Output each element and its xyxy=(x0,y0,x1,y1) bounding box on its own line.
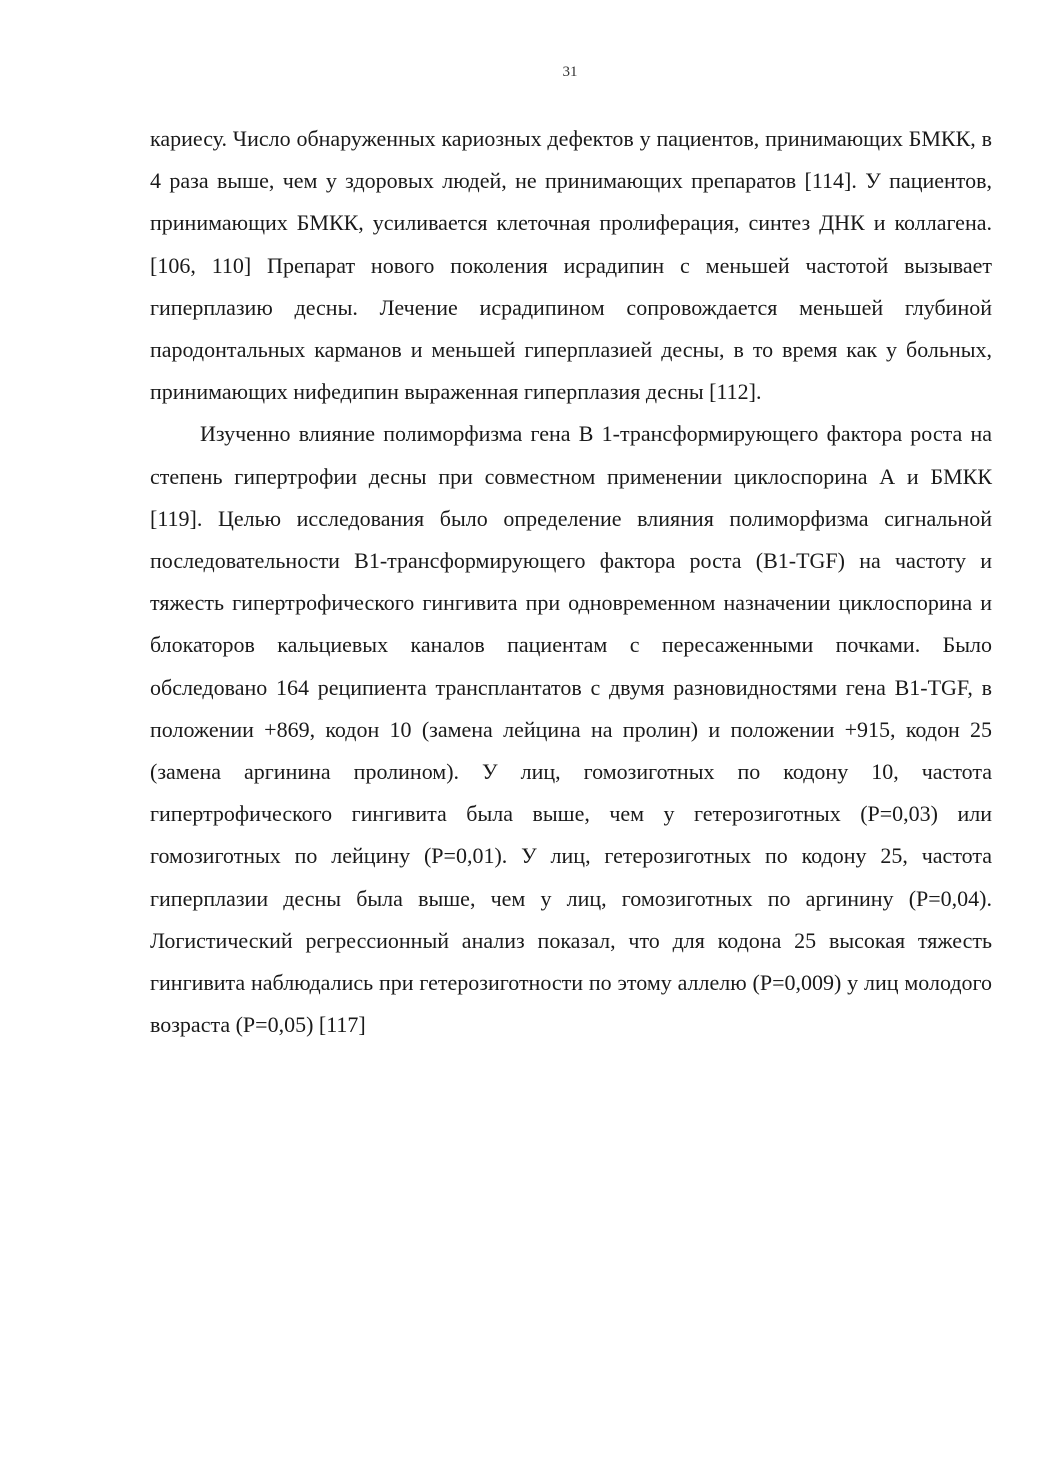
paragraph-2: Изученно влияние полиморфизма гена В 1-трансформирующего фактора роста на степень гипертрофии десны при совместном применении циклоспорина А и БМКК [119]. Целью исследования было определение влияния полиморфизма сигнальной последовательности В1-трансформирующего фактора роста (В1-TGF) на частоту и тяжесть гипертрофического гингивита при одновременном назначении циклоспорина и блокаторов кальциевых каналов пациентам с пересаженными почками. Было обследовано 164 реципиента трансплантатов с двумя разновидностями гена В1-TGF, в положении +869, кодон 10 (замена лейцина на пролин) и положении +915, кодон 25 (замена аргинина пролином). У лиц, гомозиготных по кодону 10, частота гипертрофического гингивита была выше, чем у гетерозиготных (Р=0,03) или гомозиготных по лейцину (Р=0,01). У лиц, гетерозиготных по кодону 25, частота гиперплазии десны была выше, чем у лиц, гомозиготных по аргинину (Р=0,04). Логистический регрессионный анализ показал, что для кодона 25 высокая тяжесть гингивита наблюдались при гетерозиготности по этому аллелю (Р=0,009) у лиц молодого возраста (Р=0,05) [117] xyxy=(150,421,992,1038)
paragraph-1: кариесу. Число обнаруженных кариозных дефектов у пациентов, принимающих БМКК, в 4 раза выше, чем у здоровых людей, не принимающих препаратов [114]. У пациентов, принимающих БМКК, усиливается клеточная пролиферация, синтез ДНК и коллагена. [106, 110] Препарат нового поколения исрадипин с меньшей частотой вызывает гиперплазию десны. Лечение исрадипином сопровождается меньшей глубиной пародонтальных карманов и меньшей гиперплазией десны, в то время как у больных, принимающих нифедипин выраженная гиперплазия десны [112]. xyxy=(150,126,992,405)
page-number: 31 xyxy=(562,64,578,80)
document-body xyxy=(150,118,992,1046)
